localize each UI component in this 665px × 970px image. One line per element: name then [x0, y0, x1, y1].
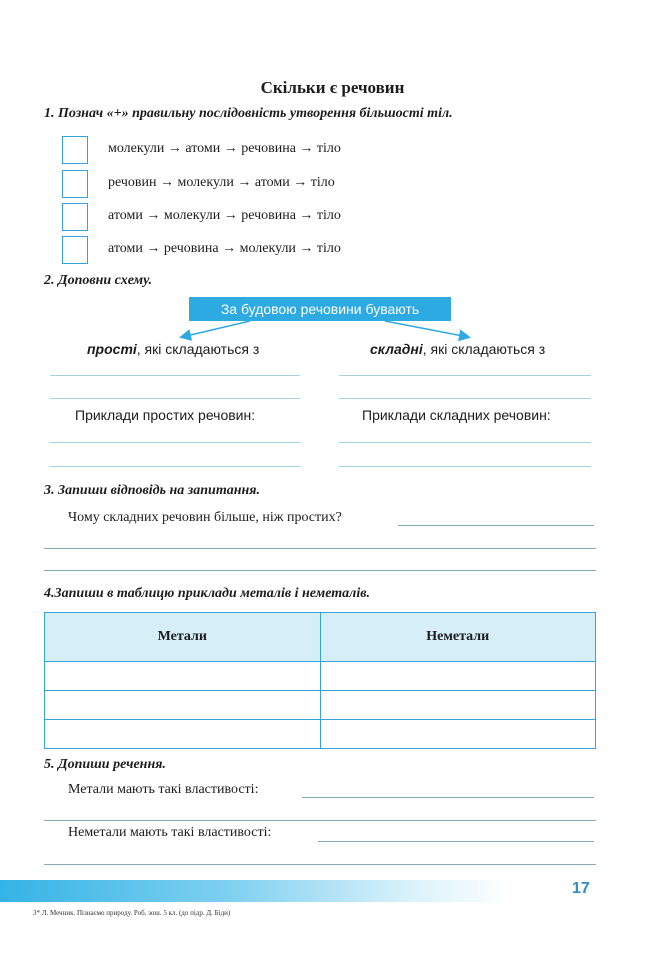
table-cell[interactable]: [320, 662, 596, 691]
answer-line[interactable]: [50, 442, 300, 443]
table-cell[interactable]: [45, 691, 321, 720]
answer-line[interactable]: [398, 525, 594, 526]
option-text: речовин → молекули → атоми → тіло: [108, 175, 335, 190]
nonmetals-header: Неметали: [320, 613, 596, 662]
option-text: атоми → молекули → речовина → тіло: [108, 208, 341, 223]
table-row: [45, 720, 596, 749]
complex-bold: складні: [370, 341, 423, 357]
answer-line[interactable]: [44, 820, 596, 821]
answer-line[interactable]: [302, 797, 594, 798]
answer-line[interactable]: [44, 864, 596, 865]
task4-heading: 4.Запиши в таблицю приклади металів і неметалів.: [44, 586, 370, 601]
task1-heading: 1. Познач «+» правильну послідовність утворення більшості тіл.: [44, 106, 453, 121]
option-text: молекули → атоми → речовина → тіло: [108, 141, 341, 156]
table-cell[interactable]: [320, 691, 596, 720]
page-number: 17: [572, 880, 590, 897]
table-row: [45, 662, 596, 691]
task5-heading: 5. Допиши речення.: [44, 757, 166, 772]
answer-line[interactable]: [339, 442, 591, 443]
complex-examples-label: Приклади складних речовин:: [362, 407, 551, 423]
simple-bold: прості: [87, 341, 137, 357]
task3-question: Чому складних речовин більше, ніж простих?: [68, 510, 342, 525]
complex-rest: , які складаються з: [422, 341, 546, 357]
complex-label: [370, 341, 545, 357]
answer-line[interactable]: [339, 398, 591, 399]
page-title: Скільки є речовин: [260, 78, 405, 97]
footer-bar: [0, 880, 510, 902]
answer-line[interactable]: [50, 398, 300, 399]
answer-line[interactable]: [44, 570, 596, 571]
answer-line[interactable]: [318, 841, 594, 842]
answer-line[interactable]: [50, 375, 300, 376]
sentence-nonmetals: Неметали мають такі властивості:: [68, 825, 272, 840]
table-cell[interactable]: [45, 662, 321, 691]
simple-examples-label: Приклади простих речовин:: [75, 407, 256, 423]
metals-table: [44, 612, 596, 749]
imprint: 3* Л. Мечник. Пізнаємо природу. Роб. зош. 5 кл. (до підр. Д. Біди): [33, 909, 231, 917]
table-cell[interactable]: [45, 720, 321, 749]
metals-header: Метали: [45, 613, 321, 662]
option-text: атоми → речовина → молекули → тіло: [108, 241, 341, 256]
scheme-box: За будовою речовини бувають: [189, 297, 451, 321]
answer-line[interactable]: [44, 548, 596, 549]
arrow-right-icon: [385, 321, 468, 337]
simple-rest: , які складаються з: [136, 341, 260, 357]
table-row: [45, 691, 596, 720]
task3-heading: 3. Запиши відповідь на запитання.: [44, 483, 260, 498]
table-cell[interactable]: [320, 720, 596, 749]
answer-line[interactable]: [339, 466, 591, 467]
simple-label: [87, 341, 259, 357]
arrow-left-icon: [182, 321, 250, 337]
answer-line[interactable]: [50, 466, 300, 467]
sentence-metals: Метали мають такі властивості:: [68, 782, 259, 797]
answer-line[interactable]: [339, 375, 591, 376]
table-header-row: [45, 613, 596, 662]
task2-heading: 2. Доповни схему.: [44, 273, 152, 288]
